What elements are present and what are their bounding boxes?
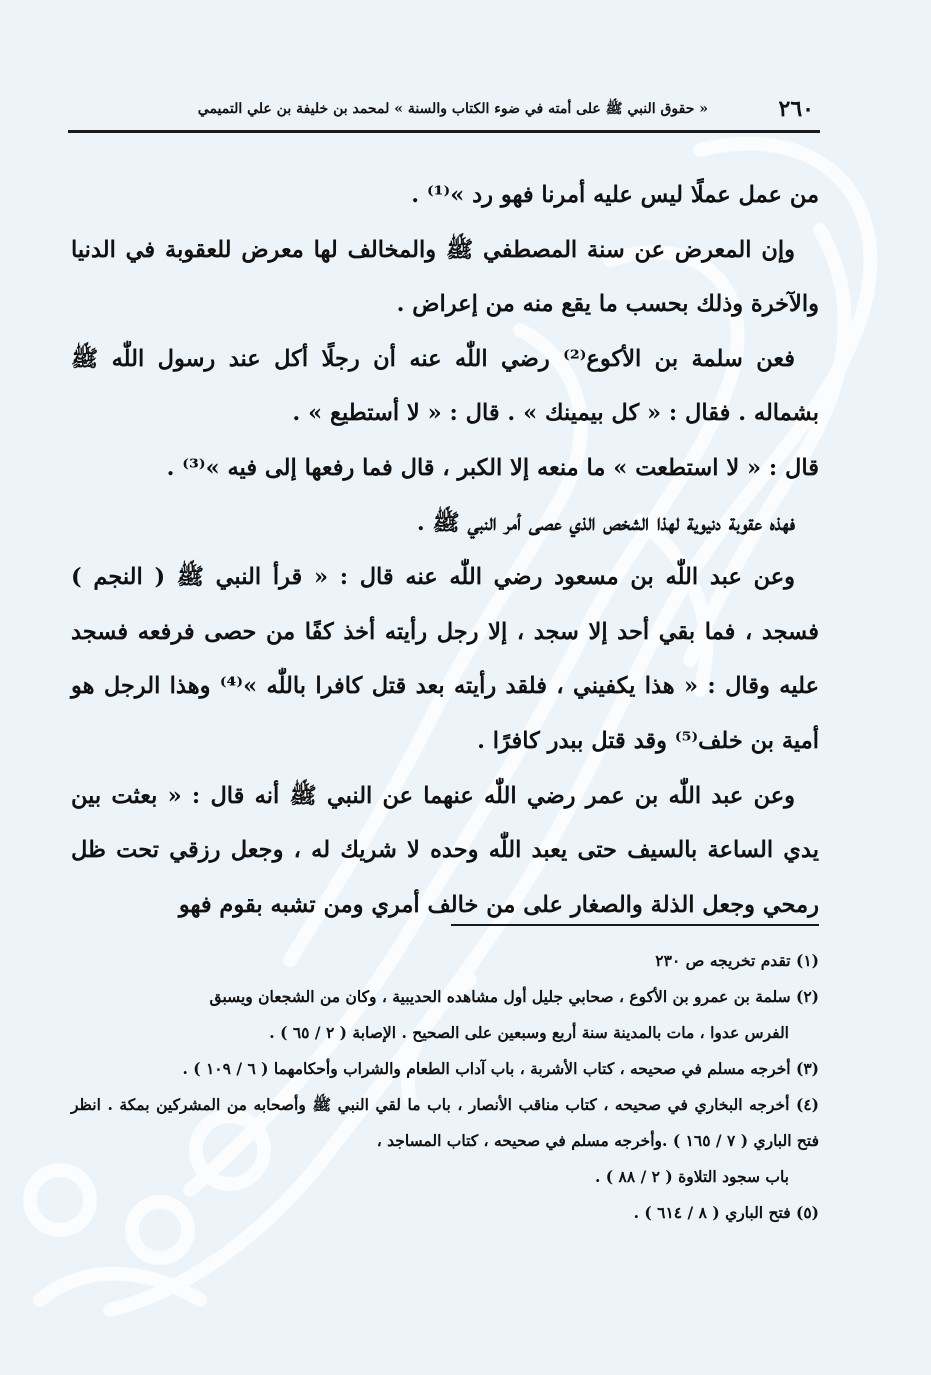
paragraph-3: فعن سلمة بن الأكوع⁽²⁾ رضي اللّٰه عنه أن رجلًا أكل عند رسول اللّٰه ﷺ بشماله . فقال : « كل بيمينك » . قال : « لا أستطيع » .: [71, 345, 819, 427]
footnote-2-continued: الفرس عدوا ، مات بالمدينة سنة أربع وسبعين على الصحيح . الإصابة ( ٢ / ٦٥ ) .: [269, 1023, 789, 1042]
paragraph-6: وعن عبد اللّٰه بن مسعود رضي اللّٰه عنه قال : « قرأ النبي ﷺ ( النجم ) فسجد ، فما بقي أحد إلا سجد ، إلا رجل رأيته أخذ كفًا من حصى فرفعه فسجد عليه وقال : « هذا يكفيني ، فلقد رأيته بعد قتل كافرا باللّٰه »⁽⁴⁾ وهذا الرجل هو أمية بن خلف⁽⁵⁾ وقد قتل ببدر كافرًا .: [71, 564, 819, 754]
footnote-4-continued: باب سجود التلاوة ( ٢ / ٨٨ ) .: [595, 1167, 789, 1186]
footnote-1: (١) تقدم تخريجه ص ٢٣٠: [655, 951, 819, 970]
paragraph-1: من عمل عملًا ليس عليه أمرنا فهو رد »⁽¹⁾ .: [411, 182, 819, 208]
paragraph-4: قال : « لا استطعت » ما منعه إلا الكبر ، قال فما رفعها إلى فيه »⁽³⁾ .: [166, 454, 819, 481]
footnote-2: (٢) سلمة بن عمرو بن الأكوع ، صحابي جليل أول مشاهده الحديبية ، وكان من الشجعان ويسبق: [209, 987, 819, 1006]
paragraph-7: وعن عبد اللّٰه بن عمر رضي اللّٰه عنهما عن النبي ﷺ أنه قال : « بعثت بين يدي الساعة بالسيف حتى يعبد اللّٰه وحده لا شريك له ، وجعل رزقي تحت ظل رمحي وجعل الذلة والصغار على من خالف أمري ومن تشبه بقوم فهو: [71, 782, 819, 918]
main-text: [71, 168, 819, 932]
footnote-divider: [451, 924, 819, 926]
page-number: ٢٦٠: [778, 96, 814, 122]
paragraph-5: فهذه عقوبة دنيوية لهذا الشخص الذي عصى أمر النبي ﷺ .: [416, 509, 795, 536]
footnote-4: (٤) أخرجه البخاري في صحيحه ، كتاب مناقب الأنصار ، باب ما لقي النبي ﷺ وأصحابه من المشركين بمكة . انظر فتح الباري ( ٧ / ١٦٥ ) .وأخرجه مسلم في صحيحه ، كتاب المساجد ،: [71, 1095, 819, 1150]
footnotes: [71, 943, 819, 1231]
running-head: « حقوق النبي ﷺ على أمته في ضوء الكتاب والسنة » لمحمد بن خليفة بن علي التميمي: [197, 101, 708, 117]
footnote-3: (٣) أخرجه مسلم في صحيحه ، كتاب الأشربة ، باب آداب الطعام والشراب وأحكامهما ( ٦ / ١٠٩ ) .: [182, 1059, 819, 1078]
page-header: [68, 92, 820, 133]
paragraph-2: وإن المعرض عن سنة المصطفي ﷺ والمخالف لها معرض للعقوبة في الدنيا والآخرة وذلك بحسب ما يقع منه من إعراض .: [71, 236, 819, 318]
footnote-5: (٥) فتح الباري ( ٨ / ٦١٤ ) .: [633, 1203, 819, 1222]
